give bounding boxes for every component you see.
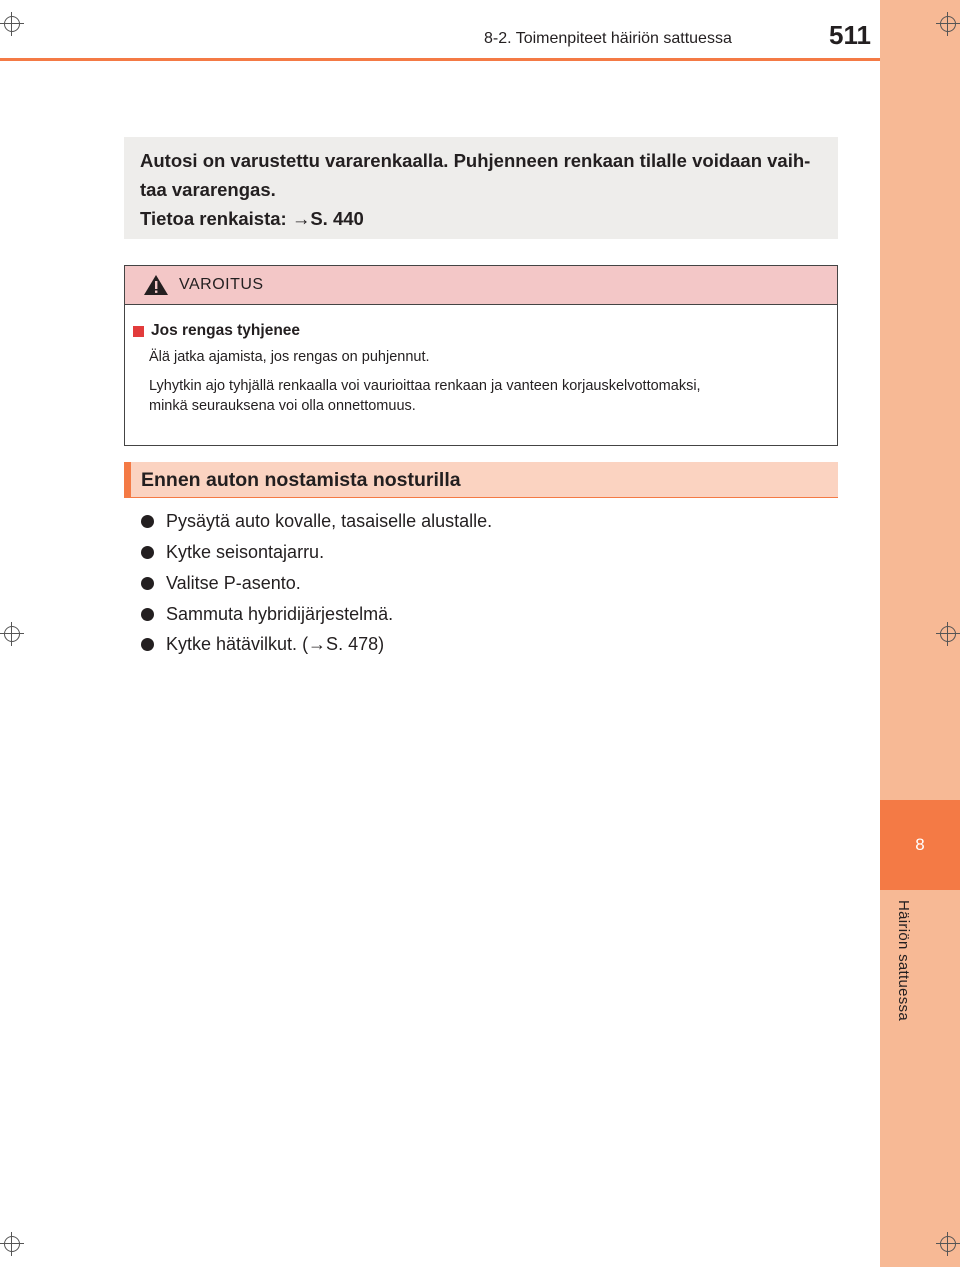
registration-mark-icon xyxy=(0,622,24,646)
warning-box xyxy=(124,265,838,446)
list-item xyxy=(141,537,841,568)
warning-text: minkä seurauksena voi olla onnettomuus. xyxy=(149,398,416,414)
section-heading: Ennen auton nostamista nosturilla xyxy=(124,462,838,498)
list-item xyxy=(141,599,841,630)
warning-triangle-icon xyxy=(143,274,169,296)
square-bullet-icon xyxy=(133,326,144,337)
registration-mark-icon xyxy=(936,1232,960,1256)
list-item-text: Valitse P-asento. xyxy=(166,573,301,593)
bullet-list xyxy=(141,506,841,660)
intro-line: taa vararengas. xyxy=(140,179,276,200)
warning-header xyxy=(125,266,837,305)
warning-subtitle xyxy=(133,322,827,340)
list-item-text: Sammuta hybridijärjestelmä. xyxy=(166,604,394,624)
list-item-text: Kytke seisontajarru. xyxy=(166,542,325,562)
list-item xyxy=(141,629,841,660)
intro-box xyxy=(124,137,838,239)
intro-reference[interactable]: Tietoa renkaista: →S. 440 xyxy=(140,208,364,229)
list-item-text[interactable]: Kytke hätävilkut. (→S. 478) xyxy=(166,634,385,654)
bullet-dot-icon xyxy=(141,515,154,528)
list-item xyxy=(141,568,841,599)
chapter-title: Häiriön sattuessa xyxy=(895,900,912,1021)
bullet-dot-icon xyxy=(141,577,154,590)
page-number: 511 xyxy=(829,20,871,50)
intro-line: Autosi on varustettu vararenkaalla. Puhjenneen renkaan tilalle voidaan vaih- xyxy=(140,150,811,171)
registration-mark-icon xyxy=(936,622,960,646)
bullet-dot-icon xyxy=(141,546,154,559)
registration-mark-icon xyxy=(0,12,24,36)
section-title: 8-2. Toimenpiteet häiriön sattuessa xyxy=(484,30,732,47)
bullet-dot-icon xyxy=(141,608,154,621)
warning-text: Älä jatka ajamista, jos rengas on puhjennut. xyxy=(149,349,430,365)
warning-text: Lyhytkin ajo tyhjällä renkaalla voi vaurioittaa renkaan ja vanteen korjauskelvottomaksi, xyxy=(149,378,701,394)
bullet-dot-icon xyxy=(141,638,154,651)
warning-body xyxy=(125,305,837,416)
warning-label: VAROITUS xyxy=(179,276,264,293)
header-divider xyxy=(0,58,880,61)
registration-mark-icon xyxy=(936,12,960,36)
registration-mark-icon xyxy=(0,1232,24,1256)
warning-subtitle-text: Jos rengas tyhjenee xyxy=(151,322,301,339)
list-item-text: Pysäytä auto kovalle, tasaiselle alustalle. xyxy=(166,511,493,531)
list-item xyxy=(141,506,841,537)
chapter-tab[interactable] xyxy=(880,800,960,890)
chapter-number: 8 xyxy=(915,835,925,854)
